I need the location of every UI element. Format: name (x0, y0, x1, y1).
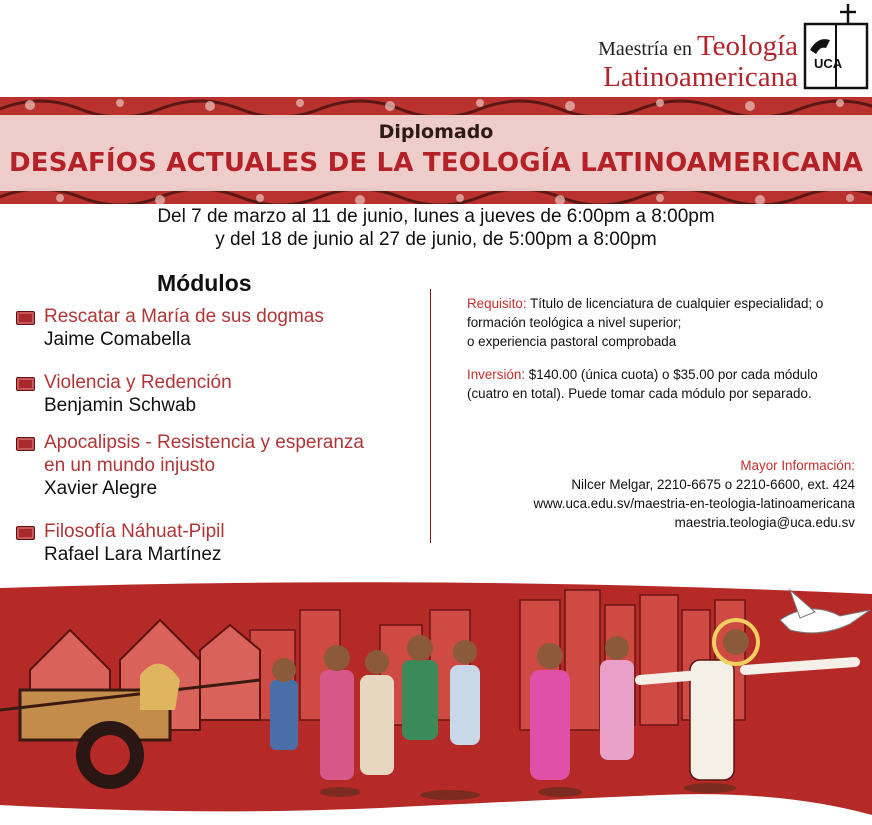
logo-line2: Latinoamericana (603, 61, 798, 93)
schedule-line-2: y del 18 de junio al 27 de junio, de 5:00pm a 8:00pm (215, 229, 657, 250)
module-author: Rafael Lara Martínez (44, 544, 222, 565)
module-title-continued: en un mundo injusto (44, 455, 216, 476)
requirement-line-3: o experiencia pastoral comprobada (467, 334, 677, 349)
modules-heading: Módulos (157, 270, 252, 296)
module-bullet-icon (16, 437, 35, 451)
requirement-line-2: formación teológica a nivel superior; (467, 315, 682, 330)
module-author: Xavier Alegre (44, 478, 158, 499)
program-logo (570, 2, 870, 94)
logo-highlight: Teología (696, 30, 798, 62)
logo-text (598, 32, 798, 92)
module-item (16, 520, 225, 566)
procession-mural-image (0, 580, 872, 825)
module-title: Apocalipsis - Resistencia y esperanza (44, 432, 364, 453)
investment-line-2: (cuatro en total). Puede tomar cada módulo por separado. (467, 386, 812, 401)
uca-emblem-icon (800, 2, 870, 94)
schedule-line-1: Del 7 de marzo al 11 de junio, lunes a jueves de 6:00pm a 8:00pm (157, 206, 715, 227)
title-banner (0, 97, 872, 204)
module-bullet-icon (16, 526, 35, 540)
module-title: Rescatar a María de sus dogmas (44, 306, 324, 327)
module-item (16, 371, 232, 417)
module-title: Violencia y Redención (44, 372, 232, 393)
investment-line-1: $140.00 (única cuota) o $35.00 por cada módulo (528, 367, 818, 382)
schedule (0, 205, 872, 251)
logo-prefix: Maestría en (598, 38, 692, 60)
requirement-label: Requisito: (467, 296, 527, 311)
investment-label: Inversión: (467, 367, 526, 382)
banner-subtitle: Diplomado (378, 121, 494, 143)
module-item (16, 305, 324, 351)
contact-phone: Nilcer Melgar, 2210-6675 o 2210-6600, ext. 424 (571, 477, 855, 492)
module-title: Filosofía Náhuat-Pipil (44, 521, 225, 542)
requirement-line-1: Título de licenciatura de cualquier especialidad; o (530, 296, 824, 311)
contact-label: Mayor Información: (740, 458, 855, 473)
requirement-block (467, 294, 823, 351)
logo-mark-text: UCA (814, 56, 843, 71)
contact-email-link[interactable]: maestria.teologia@uca.edu.sv (674, 515, 855, 530)
banner-title: DESAFÍOS ACTUALES DE LA TEOLOGÍA LATINOAMERICANA (8, 148, 864, 178)
contact-website-link[interactable]: www.uca.edu.sv/maestria-en-teologia-latinoamericana (533, 496, 855, 511)
module-author: Jaime Comabella (44, 329, 191, 350)
module-item (16, 431, 364, 500)
contact-block (533, 456, 855, 532)
module-bullet-icon (16, 311, 35, 325)
investment-block (467, 365, 818, 403)
module-author: Benjamin Schwab (44, 395, 197, 416)
column-divider (430, 289, 431, 543)
module-bullet-icon (16, 377, 35, 391)
